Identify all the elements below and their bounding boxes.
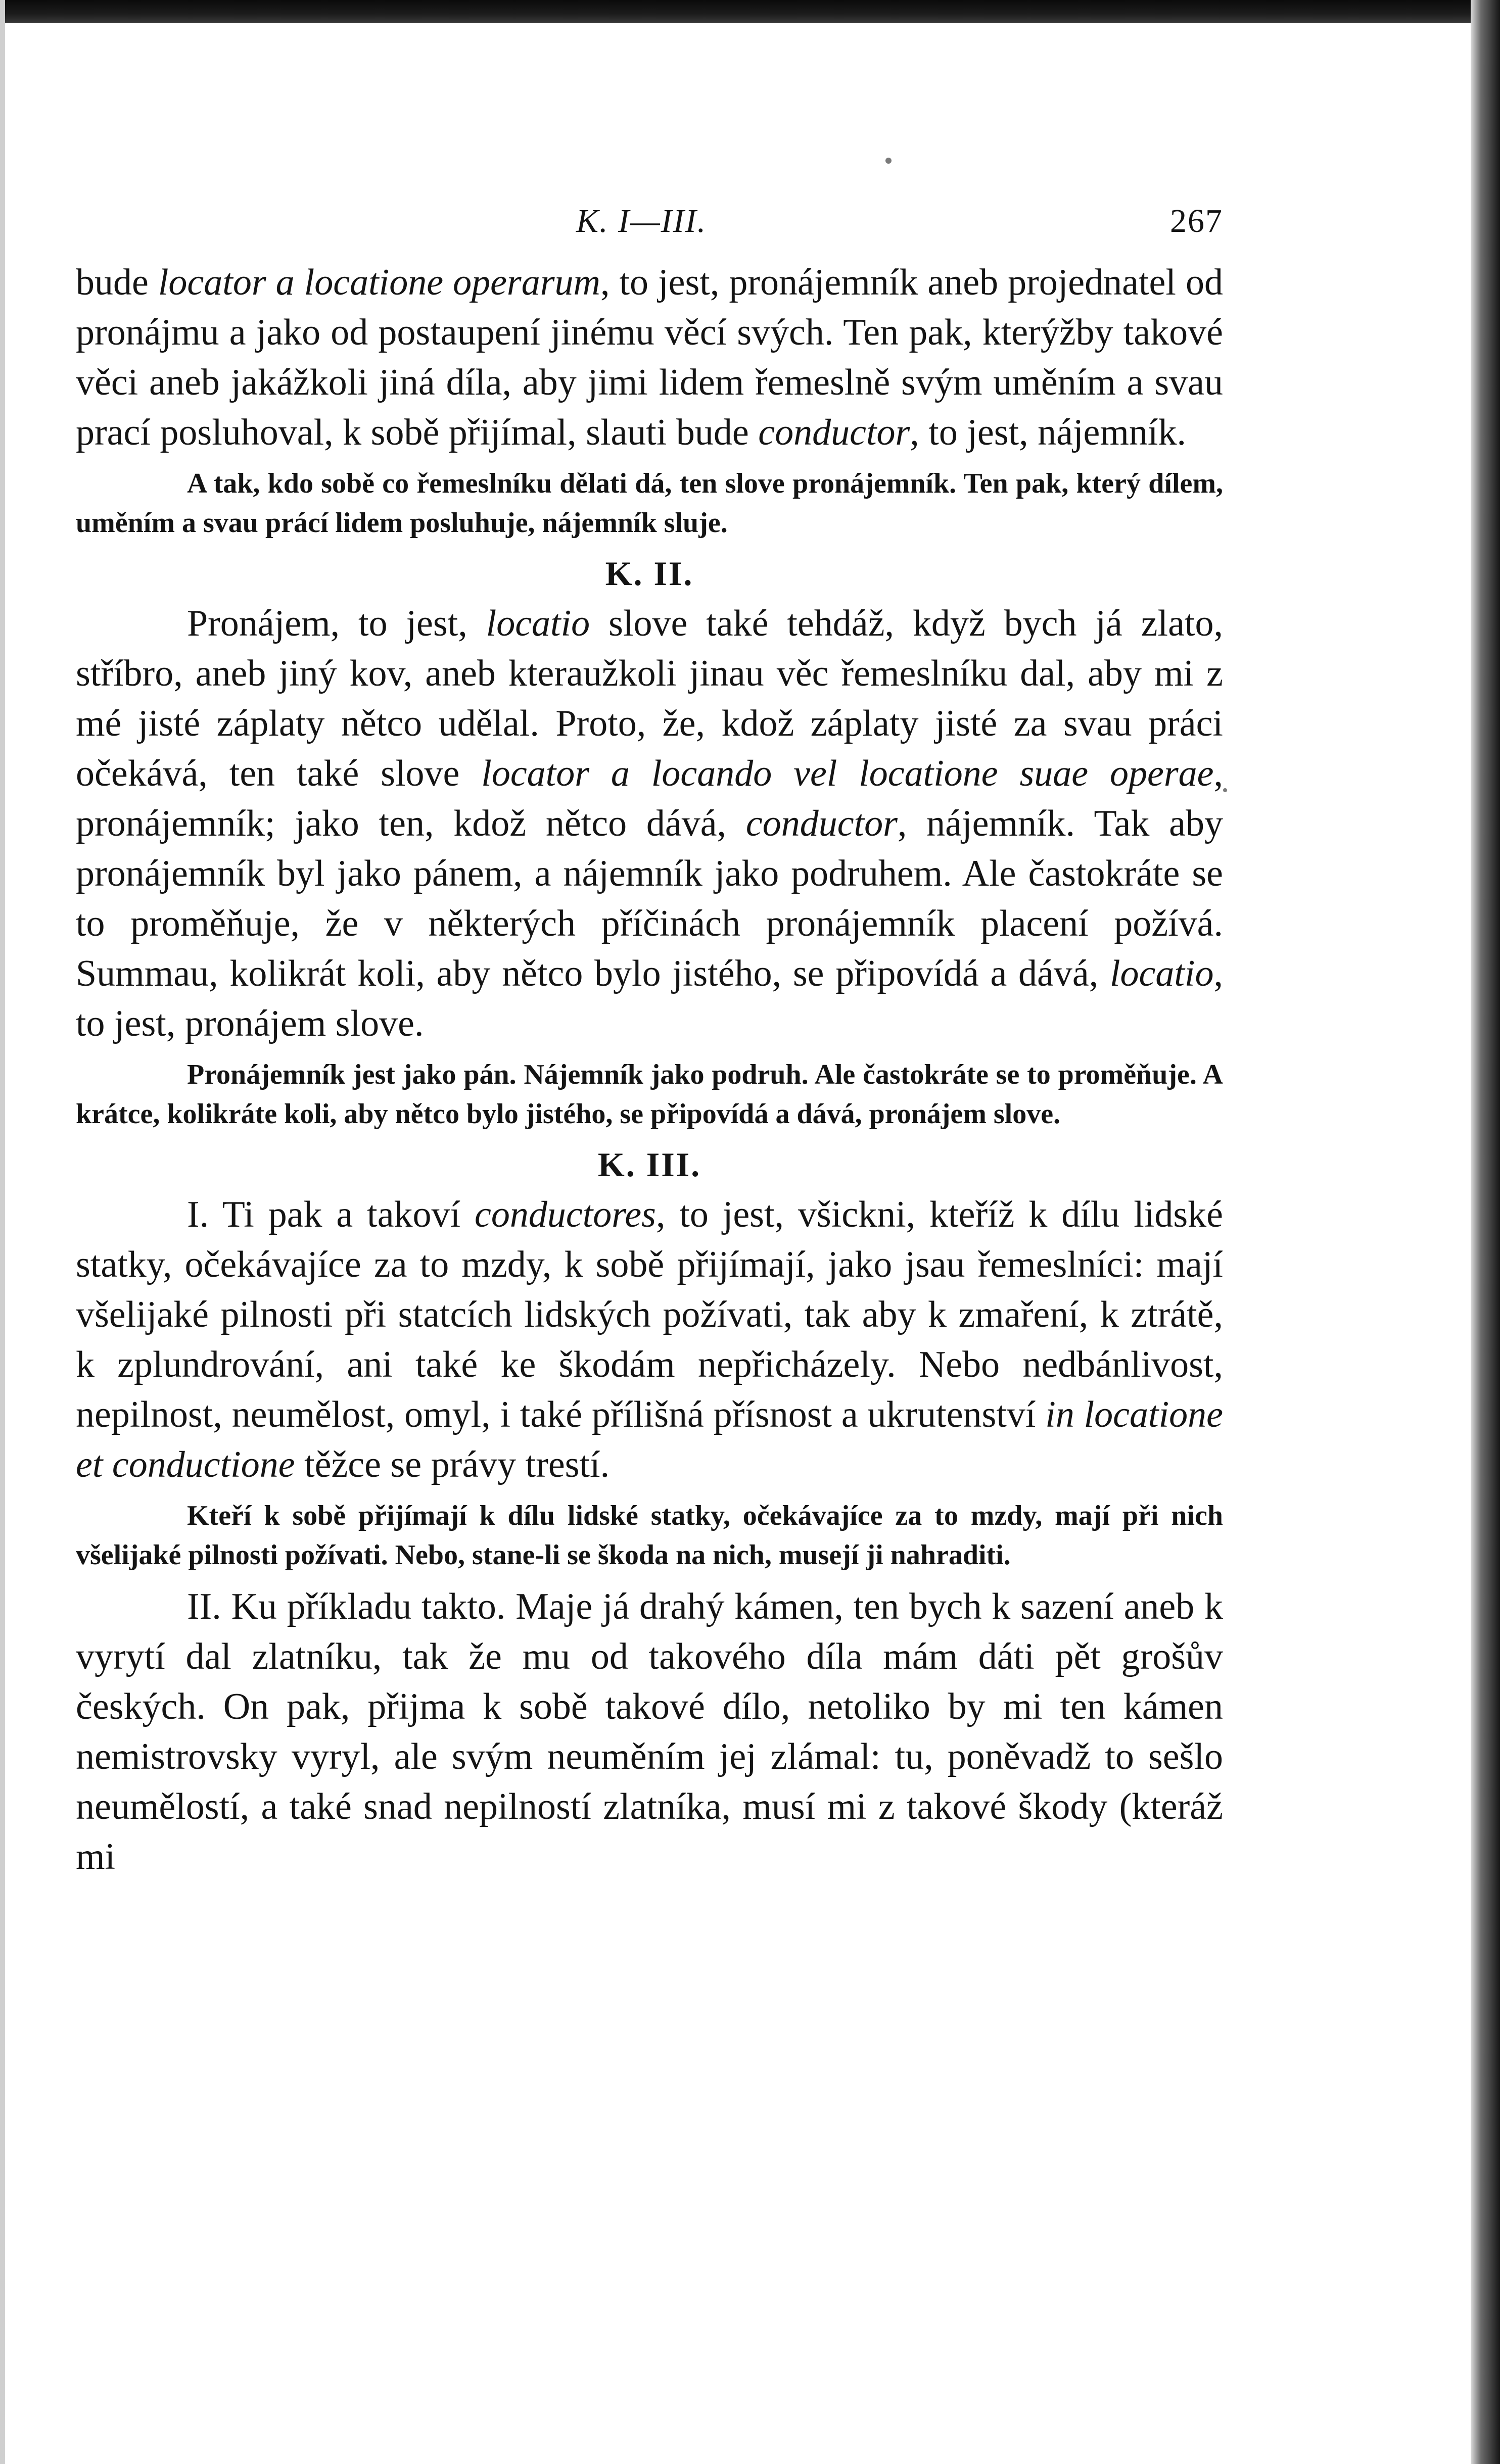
text-run: , to jest, pronájemník aneb projednatel od pronájmu a jako od postaupení jinému věcí svých. Ten pak, kterýžby takové věci aneb jakážkoli jiná díla, aby jimi lidem řemeslně svým uměním a svau prací posluhoval, k sobě přijímal, slauti bude	[76, 262, 1223, 453]
latin-term: locator a locatione operarum	[158, 262, 600, 303]
latin-term: conductor	[745, 803, 898, 844]
chapter-heading-iii: K. III.	[597, 1145, 701, 1184]
page-header	[76, 202, 1223, 258]
text-run: slove také tehdáž, když bych já zlato, stříbro, aneb jiný kov, aneb kteraužkoli jinau věc řemeslníku dal, aby mi z mé jisté záplaty nětco udělal. Proto, že, kdož záplaty jisté za svau práci očekává, ten také slove	[76, 603, 1223, 794]
latin-term: locatio	[486, 603, 590, 644]
chapter-heading-ii: K. II.	[605, 554, 694, 593]
text-run: , to jest, pronájem slove.	[76, 953, 1223, 1044]
text-run: bude	[76, 262, 158, 303]
text-run: Pronájem, to jest,	[187, 603, 486, 644]
text-run: , pronájemník; jako ten, kdož nětco dává,	[76, 753, 1224, 844]
text-run: , nájemník. Tak aby pronájemník byl jako pánem, a nájemník jako podruhem. Ale častokráte se to proměňuje, že v některých příčinách pronájemník placení požívá. Summau, kolikrát koli, aby nětco bylo jistého, se připovídá a dává,	[76, 803, 1223, 994]
text-run: těžce se právy trestí.	[295, 1444, 610, 1485]
gloss-2: Pronájemník jest jako pán. Nájemník jako podruh. Ale častokráte se to proměňuje. A krátce, kolikráte koli, aby nětco bylo jistého, se připovídá a dává, pronájem slove.	[76, 1059, 1223, 1130]
gloss-3: Kteří k sobě přijímají k dílu lidské statky, očekávajíce za to mzdy, mají při nich všelijaké pilnosti požívati. Nebo, stane-li se škoda na nich, musejí ji nahraditi.	[76, 1500, 1223, 1571]
paragraph-4: II. Ku příkladu takto. Maje já drahý kámen, ten bych k sazení aneb k vyrytí dal zlatníku, tak že mu od takového díla mám dáti pět grošův českých. On pak, přijma k sobě takové dílo, netoliko by mi ten kámen nemistrovsky vyryl, ale svým neuměním jej zlámal: tu, poněvadž to sešlo neumělostí, a také snad nepilností zlatníka, musí mi z takové škody (kteráž mi	[76, 1586, 1223, 1877]
paragraph-2	[76, 599, 1223, 1049]
text-run: , to jest, nájemník.	[910, 412, 1186, 453]
gloss-1: A tak, kdo sobě co řemeslníku dělati dá, ten slove pronájemník. Ten pak, který dílem, uměním a svau prácí lidem posluhuje, nájemník sluje.	[76, 468, 1223, 539]
latin-term: conductores	[475, 1194, 656, 1235]
scan-edge-right	[1471, 0, 1500, 2464]
scan-edge-left	[0, 0, 5, 2464]
paragraph-3	[76, 1190, 1223, 1490]
paragraph-1	[76, 258, 1223, 458]
page-number: 267	[1170, 203, 1223, 239]
text-run: I. Ti pak a takoví	[187, 1194, 475, 1235]
scan-speck	[885, 158, 892, 164]
latin-term: locatio	[1109, 953, 1214, 994]
latin-term: locator a locando vel locatione suae operae	[481, 753, 1214, 794]
latin-term: conductor	[758, 412, 910, 453]
book-page	[76, 202, 1223, 1882]
scan-edge-top	[0, 0, 1500, 23]
running-head: K. I—III.	[576, 203, 707, 239]
scan-speck	[1223, 788, 1227, 792]
latin-term: in locatione et conductione	[76, 1394, 1223, 1485]
text-run: , to jest, všickni, kteříž k dílu lidské statky, očekávajíce za to mzdy, k sobě přijímají, jako jsau řemeslníci: mají všelijaké pilnosti při statcích lidských požívati, tak aby k zmaření, k ztrátě, k zplundrování, ani také ke škodám nepřicházely. Nebo nedbánlivost, nepilnost, neumělost, omyl, i také přílišná přísnost a ukrutenství	[76, 1194, 1223, 1435]
